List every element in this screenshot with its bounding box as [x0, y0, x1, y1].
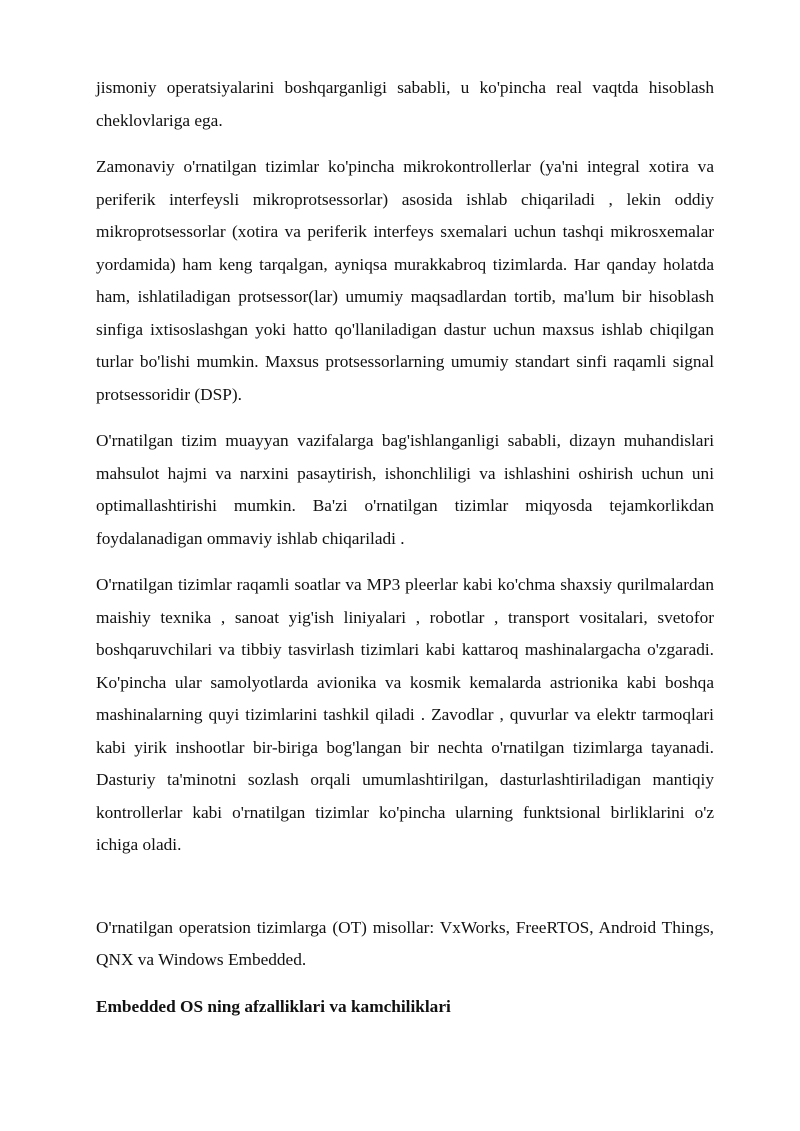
paragraph-os-examples: O'rnatilgan operatsion tizimlarga (OT) misollar: VxWorks, FreeRTOS, Android Things, QNX va Windows Embedded.	[96, 917, 714, 969]
document-page	[96, 72, 714, 1023]
paragraph-examples-devices: O'rnatilgan tizimlar raqamli soatlar va MP3 pleerlar kabi ko'chma shaxsiy qurilmalardan maishiy texnika , sanoat yig'ish liniyalari , robotlar , transport vositalari, svetofor boshqaruvchilari va tibbiy tasvirlash tizimlari kabi kattaroq mashinalargacha o'zgaradi. Ko'pincha ular samolyotlarda avionika va kosmik kemalarda astrionika kabi boshqa mashinalarning quyi tizimlarini tashkil qiladi . Zavodlar , quvurlar va elektr tarmoqlari kabi yirik inshootlar bir-biriga bog'langan bir nechta o'rnatilgan tizimlarga tayanadi. Dasturiy ta'minotni sozlash orqali umumlashtirilgan, dasturlashtiriladigan mantiqiy kontrollerlar kabi o'rnatilgan tizimlar ko'pincha ularning funktsional birliklarini o'z ichiga oladi.	[96, 575, 714, 854]
paragraph-microcontrollers: Zamonaviy o'rnatilgan tizimlar ko'pincha mikrokontrollerlar (ya'ni integral xotira va periferik interfeysli mikroprotsessorlar) asosida ishlab chiqariladi , lekin oddiy mikroprotsessorlar (xotira va periferik interfeys sxemalari uchun tashqi mikrosxemalar yordamida) ham keng tarqalgan, ayniqsa murakkabroq tizimlarda. Har qanday holatda ham, ishlatiladigan protsessor(lar) umumiy maqsadlardan tortib, ma'lum bir hisoblash sinfiga ixtisoslashgan yoki hatto qo'llaniladigan dastur uchun maxsus ishlab chiqilgan turlar bo'lishi mumkin. Maxsus protsessorlarning umumiy standart sinfi raqamli signal protsessoridir (DSP).	[96, 157, 714, 404]
paragraph-continued: jismoniy operatsiyalarini boshqarganligi sababli, u ko'pincha real vaqtda hisoblash cheklovlariga ega.	[96, 78, 714, 130]
paragraph-optimization: O'rnatilgan tizim muayyan vazifalarga bag'ishlanganligi sababli, dizayn muhandislari mahsulot hajmi va narxini pasaytirish, ishonchliligi va ishlashini oshirish uchun uni optimallashtirishi mumkin. Ba'zi o'rnatilgan tizimlar miqyosda tejamkorlikdan foydalanadigan ommaviy ishlab chiqariladi .	[96, 431, 714, 548]
section-heading: Embedded OS ning afzalliklari va kamchiliklari	[96, 996, 451, 1016]
